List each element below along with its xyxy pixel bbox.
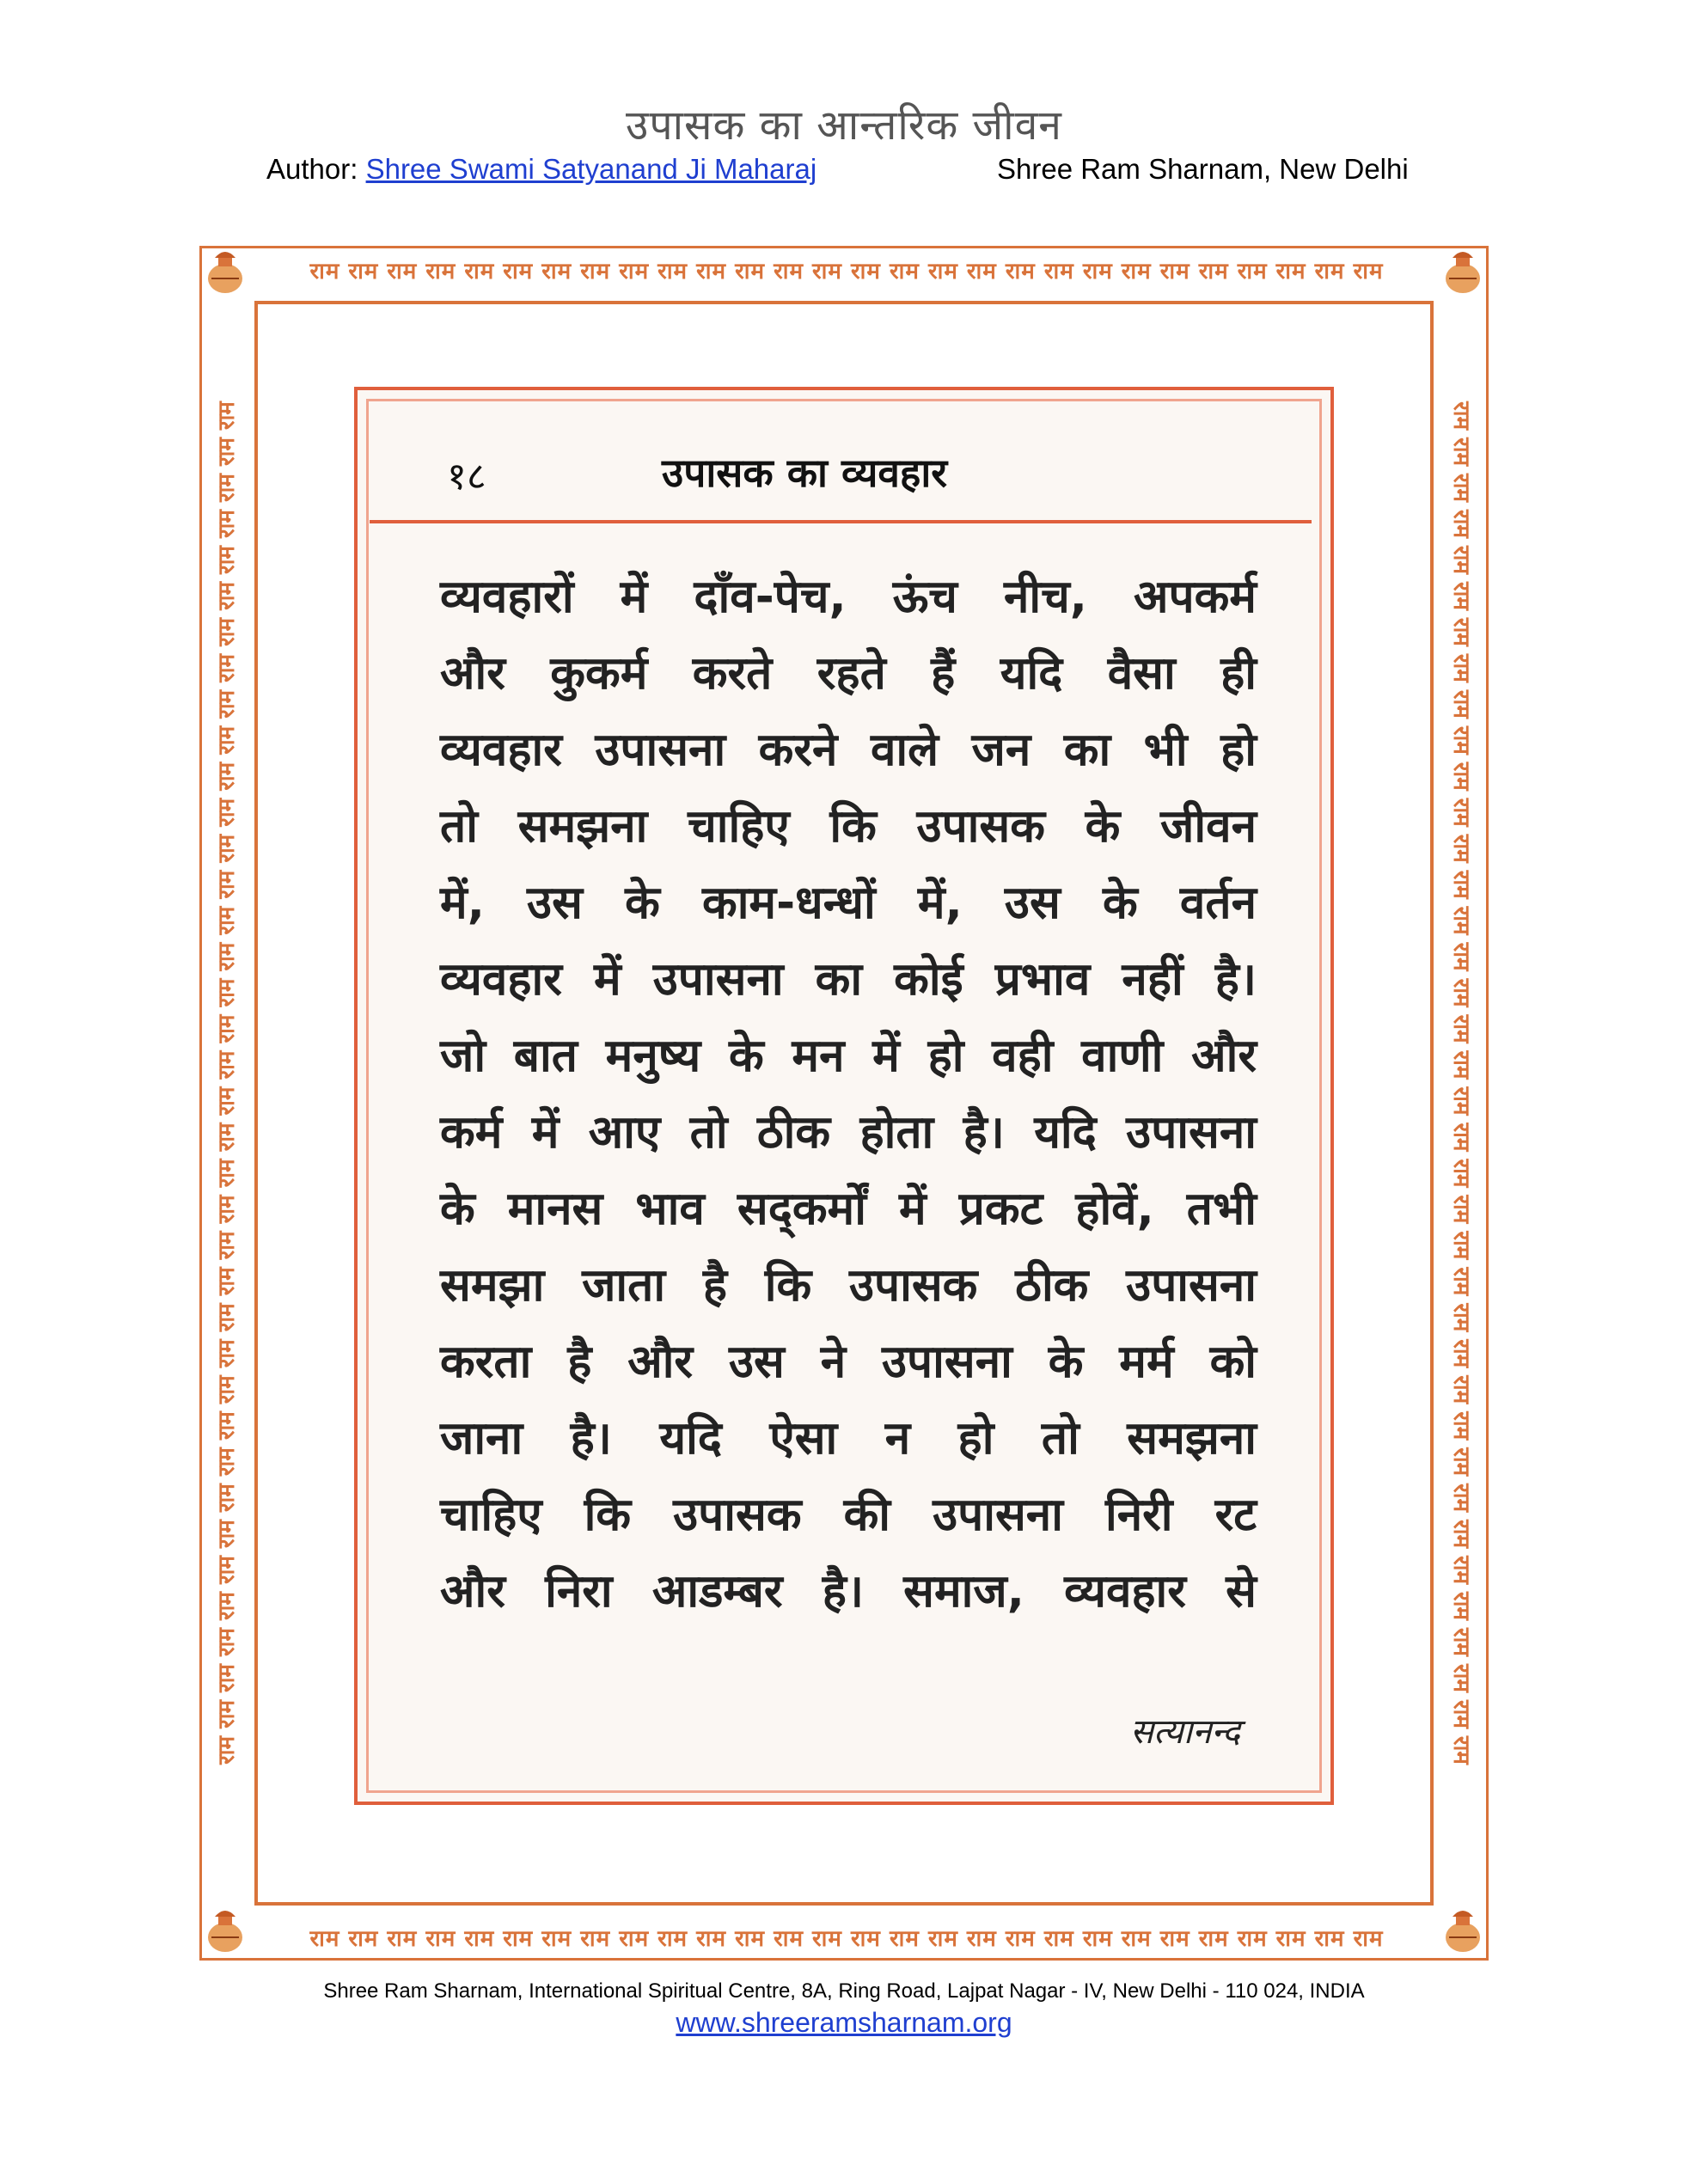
text-line: तो समझना चाहिए कि उपासक के जीवन (440, 800, 1257, 853)
page-number: १८ (447, 455, 486, 499)
website-link[interactable]: www.shreeramsharnam.org (676, 2007, 1012, 2038)
text-line: व्यवहार उपासना करने वाले जन का भी हो (440, 724, 1257, 776)
footer-url (0, 2007, 1688, 2039)
kalash-icon (203, 1908, 248, 1956)
text-line: करता है और उस ने उपासना के मर्म को (440, 1336, 1257, 1388)
text-line: जो बात मनुष्य के मन में हो वही वाणी और (440, 1030, 1257, 1082)
text-line: चाहिए कि उपासक की उपासना निरी रट (440, 1489, 1257, 1541)
document-title: उपासक का आन्तरिक जीवन (626, 101, 1062, 150)
publisher-text: Shree Ram Sharnam, New Delhi (997, 153, 1409, 185)
author-line (266, 153, 816, 186)
text-line: और निरा आडम्बर है। समाज, व्यवहार से (440, 1565, 1257, 1618)
body-text (440, 559, 1257, 1630)
ram-border-right: राम राम राम राम राम राम राम राम राम राम राम राम राम राम राम राम राम राम राम राम राम राम राम राम राम राम राम राम राम राम राम राम राम राम राम राम राम राम (1448, 401, 1474, 1765)
text-line: व्यवहारों में दाँव-पेच, ऊंच नीच, अपकर्म (440, 571, 1257, 623)
text-line: जाना है। यदि ऐसा न हो तो समझना (440, 1412, 1257, 1465)
kalash-icon (203, 249, 248, 297)
text-line: कर्म में आए तो ठीक होता है। यदि उपासना (440, 1106, 1257, 1159)
text-line: व्यवहार में उपासना का कोई प्रभाव नहीं है। (440, 953, 1257, 1006)
ram-border-bottom: राम राम राम राम राम राम राम राम राम राम राम राम राम राम राम राम राम राम राम राम राम राम राम राम राम राम राम राम (309, 1926, 1384, 1952)
signature: सत्यानन्द (1130, 1712, 1240, 1752)
author-label: Author: (266, 153, 358, 185)
text-line: समझा जाता है कि उपासक ठीक उपासना (440, 1259, 1257, 1312)
ram-border-top: राम राम राम राम राम राम राम राम राम राम राम राम राम राम राम राम राम राम राम राम राम राम राम राम राम राम राम राम (309, 259, 1384, 284)
text-line: और कुकर्म करते रहते हैं यदि वैसा ही (440, 647, 1257, 700)
text-line: में, उस के काम-धन्धों में, उस के वर्तन (440, 877, 1257, 929)
text-line: के मानस भाव सद्कर्मों में प्रकट होवें, तभी (440, 1183, 1257, 1235)
chapter-title: उपासक का व्यवहार (662, 450, 948, 496)
footer-address: Shree Ram Sharnam, International Spiritual Centre, 8A, Ring Road, Lajpat Nagar - IV, New Delhi - 110 024, INDIA (323, 1979, 1365, 2003)
ram-border-left: राम राम राम राम राम राम राम राम राम राम राम राम राम राम राम राम राम राम राम राम राम राम राम राम राम राम राम राम राम राम राम राम राम राम राम राम राम राम (214, 401, 240, 1765)
kalash-icon (1440, 1908, 1485, 1956)
kalash-icon (1440, 249, 1485, 297)
author-link[interactable]: Shree Swami Satyanand Ji Maharaj (365, 153, 817, 185)
